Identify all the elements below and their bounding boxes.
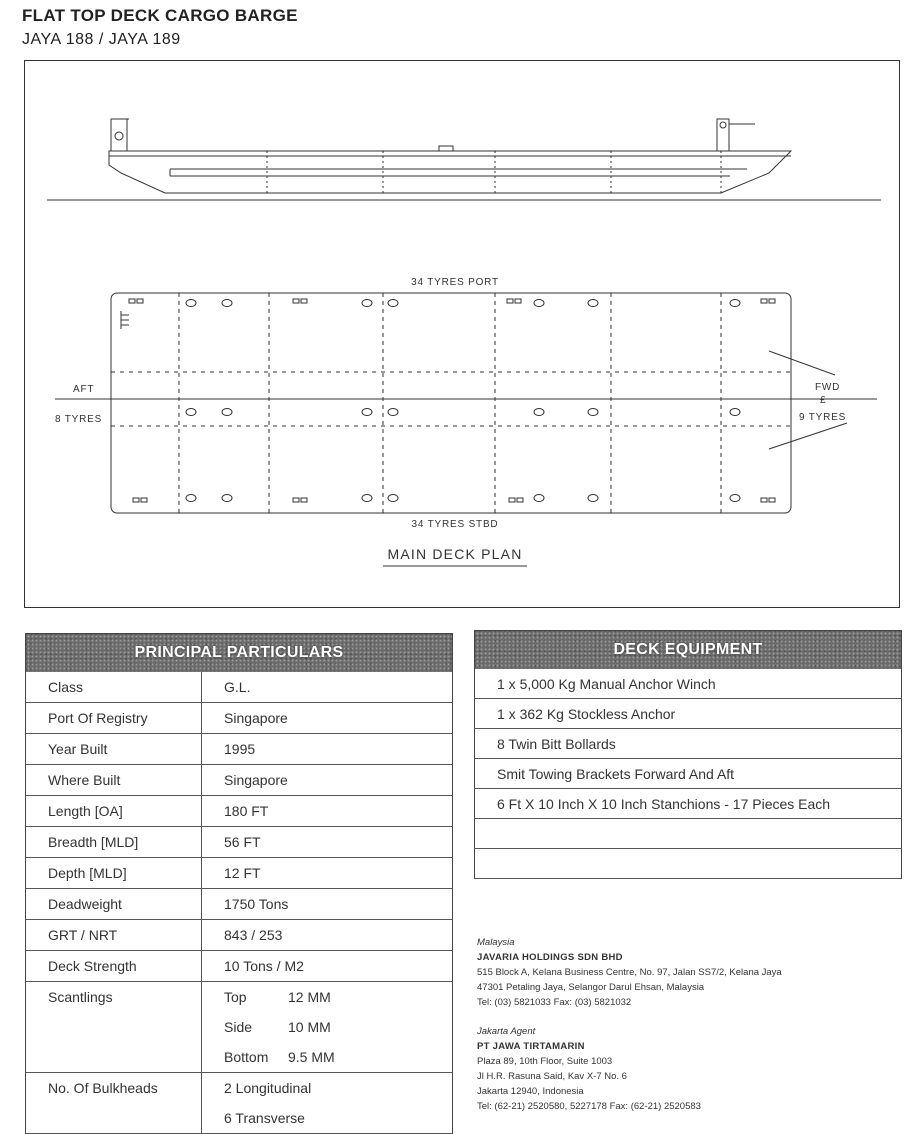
deck-equipment-table	[474, 630, 902, 879]
row-value: 10 Tons / M2	[202, 951, 453, 982]
table-row	[475, 699, 902, 729]
aft-post	[111, 119, 127, 151]
row-label: GRT / NRT	[26, 920, 202, 951]
equipment-item: 1 x 5,000 Kg Manual Anchor Winch	[475, 669, 902, 699]
table-row	[475, 729, 902, 759]
principal-particulars-heading: PRINCIPAL PARTICULARS	[26, 634, 453, 673]
fwd-post	[717, 119, 729, 151]
bulkheads-value-1: 2 Longitudinal	[224, 1080, 312, 1096]
scantlings-side-label: Side	[224, 1019, 253, 1035]
table-row	[475, 759, 902, 789]
jakarta-address-1: Plaza 89, 10th Floor, Suite 1003	[477, 1056, 613, 1067]
table-row	[26, 1042, 453, 1073]
malaysia-region: Malaysia	[477, 937, 515, 948]
table-row	[26, 703, 453, 734]
fwd-label: FWD	[815, 382, 841, 393]
jakarta-phone: Tel: (62-21) 2520580, 5227178 Fax: (62-21) 2520583	[477, 1101, 701, 1112]
malaysia-address-1: 515 Block A, Kelana Business Centre, No. 97, Jalan SS7/2, Kelana Jaya	[477, 967, 782, 978]
deck-equipment-heading: DECK EQUIPMENT	[475, 631, 902, 670]
profile-view	[47, 119, 881, 200]
table-row	[26, 889, 453, 920]
malaysia-address-2: 47301 Petaling Jaya, Selangor Darul Ehsan, Malaysia	[477, 982, 705, 993]
malaysia-phone: Tel: (03) 5821033 Fax: (03) 5821032	[477, 997, 632, 1008]
table-row	[26, 1012, 453, 1042]
row-value: G.L.	[202, 672, 453, 703]
table-row	[26, 1073, 453, 1104]
scantlings-bottom-value: 9.5 MM	[288, 1049, 335, 1065]
row-label: Length [OA]	[26, 796, 202, 827]
row-label: Deadweight	[26, 889, 202, 920]
barge-drawing	[24, 60, 900, 608]
row-label: Year Built	[26, 734, 202, 765]
page-title: FLAT TOP DECK CARGO BARGE	[22, 6, 298, 25]
table-row	[475, 849, 902, 879]
page-subtitle: JAYA 188 / JAYA 189	[22, 31, 181, 48]
hull-outline	[109, 151, 791, 193]
scantlings-bottom-label: Bottom	[224, 1049, 269, 1065]
scantlings-top-label: Top	[224, 989, 247, 1005]
table-row	[26, 982, 453, 1013]
centerline-mark: £	[820, 395, 827, 406]
plan-title: MAIN DECK PLAN	[387, 546, 523, 562]
equipment-item: 6 Ft X 10 Inch X 10 Inch Stanchions - 17 Pieces Each	[475, 789, 902, 819]
aft-tyres-label: 8 TYRES	[55, 414, 103, 425]
contact-block	[477, 935, 917, 1114]
table-row	[26, 734, 453, 765]
equipment-item	[475, 849, 902, 879]
row-label: Breadth [MLD]	[26, 827, 202, 858]
jakarta-company: PT JAWA TIRTAMARIN	[477, 1041, 585, 1052]
row-label: Depth [MLD]	[26, 858, 202, 889]
equipment-item: 1 x 362 Kg Stockless Anchor	[475, 699, 902, 729]
row-value: 180 FT	[202, 796, 453, 827]
row-value: Singapore	[202, 765, 453, 796]
principal-particulars-table	[25, 633, 453, 1134]
row-label: Deck Strength	[26, 951, 202, 982]
table-row	[26, 765, 453, 796]
table-row	[26, 796, 453, 827]
table-row	[26, 1103, 453, 1134]
aft-label: AFT	[73, 384, 95, 395]
table-row	[26, 672, 453, 703]
equipment-item	[475, 819, 902, 849]
row-label: Where Built	[26, 765, 202, 796]
row-value: 12 FT	[202, 858, 453, 889]
row-label: Class	[26, 672, 202, 703]
table-row	[475, 819, 902, 849]
barge-drawing-svg	[25, 61, 901, 609]
port-tyres-label: 34 TYRES PORT	[411, 277, 499, 288]
row-value: 56 FT	[202, 827, 453, 858]
scantlings-top-value: 12 MM	[288, 989, 331, 1005]
equipment-item: 8 Twin Bitt Bollards	[475, 729, 902, 759]
row-value: 1750 Tons	[202, 889, 453, 920]
fwd-tyres-label: 9 TYRES	[799, 412, 847, 423]
bulkheads-label: No. Of Bulkheads	[26, 1073, 202, 1104]
table-row	[26, 920, 453, 951]
row-value: 843 / 253	[202, 920, 453, 951]
malaysia-company: JAVARIA HOLDINGS SDN BHD	[477, 952, 623, 963]
table-row	[26, 827, 453, 858]
table-row	[26, 858, 453, 889]
jakarta-address-2: Jl H.R. Rasuna Said, Kav X-7 No. 6	[477, 1071, 627, 1082]
stbd-tyres-label: 34 TYRES STBD	[411, 519, 499, 530]
table-row	[475, 669, 902, 699]
jakarta-address-3: Jakarta 12940, Indonesia	[477, 1086, 584, 1097]
bulkheads-value-2: 6 Transverse	[202, 1103, 453, 1134]
deck-outline	[111, 293, 791, 513]
table-row	[26, 951, 453, 982]
row-value: Singapore	[202, 703, 453, 734]
row-label: Port Of Registry	[26, 703, 202, 734]
scantlings-label: Scantlings	[26, 982, 202, 1013]
row-value: 1995	[202, 734, 453, 765]
jakarta-region: Jakarta Agent	[477, 1026, 536, 1037]
scantlings-side-value: 10 MM	[288, 1019, 331, 1035]
table-row	[475, 789, 902, 819]
equipment-item: Smit Towing Brackets Forward And Aft	[475, 759, 902, 789]
